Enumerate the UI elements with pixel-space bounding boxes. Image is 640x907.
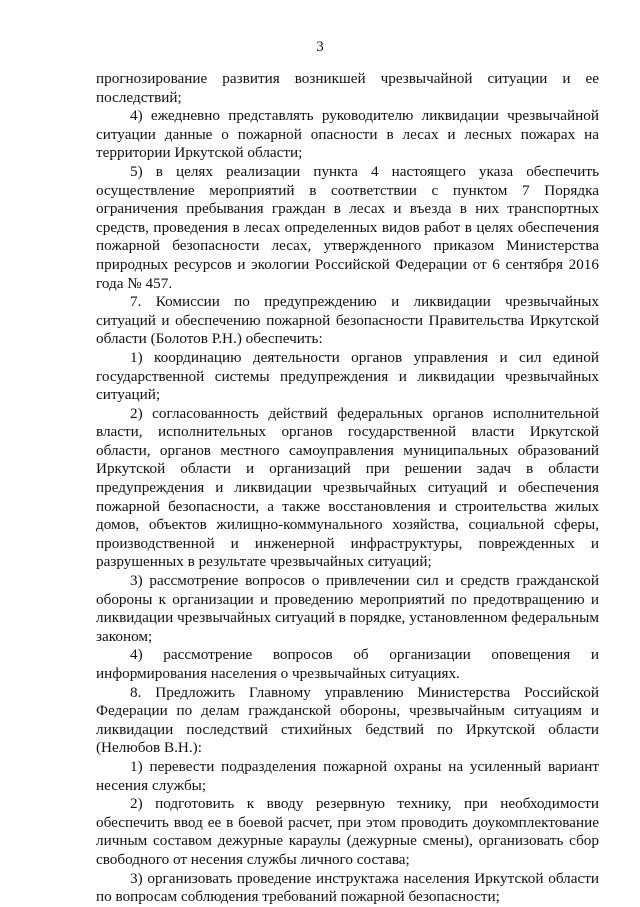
- paragraph: 5) в целях реализации пункта 4 настоящего указа обеспечить осуществление мероприятий в соответствии с пунктом 7 Порядка ограничения пребывания граждан в лесах и въезда в них транспортных средств, проведения в лесах определенных видов работ в целях обеспечения пожарной безопасности лесах, утвержденного приказом Министерства природных ресурсов и экологии Российской Федерации от 6 сентября 2016 года № 457.: [96, 162, 599, 292]
- paragraph: 1) координацию деятельности органов управления и сил единой государственной системы предупреждения и ликвидации чрезвычайных ситуаций;: [96, 348, 599, 404]
- paragraph: 1) перевести подразделения пожарной охраны на усиленный вариант несения службы;: [96, 757, 599, 794]
- document-body: [96, 70, 599, 907]
- paragraph: 2) согласованность действий федеральных органов исполнительной власти, исполнительных органов государственной власти Иркутской области, органов местного самоуправления муниципальных образований Иркутской области и организаций при решении задач в области предупреждения и ликвидации чрезвычайных ситуаций и обеспечения пожарной безопасности, а также восстановления и строительства жилых домов, объектов жилищно-коммунального хозяйства, социальной сферы, производственной и инженерной инфраструктуры, поврежденных и разрушенных в результате чрезвычайных ситуаций;: [96, 404, 599, 571]
- paragraph: 2) подготовить к вводу резервную технику, при необходимости обеспечить ввод ее в боевой расчет, при этом проводить доукомплектование личным составом дежурные караулы (дежурные смены), организовать сбор свободного от несения службы личного состава;: [96, 795, 599, 868]
- paragraph: 7. Комиссии по предупреждению и ликвидации чрезвычайных ситуаций и обеспечению пожарной безопасности Правительства Иркутской области (Болотов Р.Н.) обеспечить:: [96, 293, 599, 348]
- paragraph: 4) ежедневно представлять руководителю ликвидации чрезвычайной ситуации данные о пожарной опасности в лесах и лесных пожарах на территории Иркутской области;: [96, 107, 599, 162]
- paragraph: 3) организовать проведение инструктажа населения Иркутской области по вопросам соблюдения требований пожарной безопасности;: [96, 869, 599, 906]
- paragraph: 3) рассмотрение вопросов о привлечении сил и средств гражданской обороны к организации и проведению мероприятий по предотвращению и ликвидации чрезвычайных ситуаций в порядке, установленном федеральным законом;: [96, 572, 599, 645]
- paragraph: 4) рассмотрение вопросов об организации оповещения и информирования населения о чрезвычайных ситуациях.: [96, 646, 599, 682]
- paragraph: прогнозирование развития возникшей чрезвычайной ситуации и ее последствий;: [96, 70, 599, 106]
- page-number: 3: [316, 39, 324, 55]
- paragraph: 8. Предложить Главному управлению Министерства Российской Федерации по делам гражданской обороны, чрезвычайным ситуациям и ликвидации последствий стихийных бедствий по Иркутской области (Нелюбов В.Н.):: [96, 683, 599, 757]
